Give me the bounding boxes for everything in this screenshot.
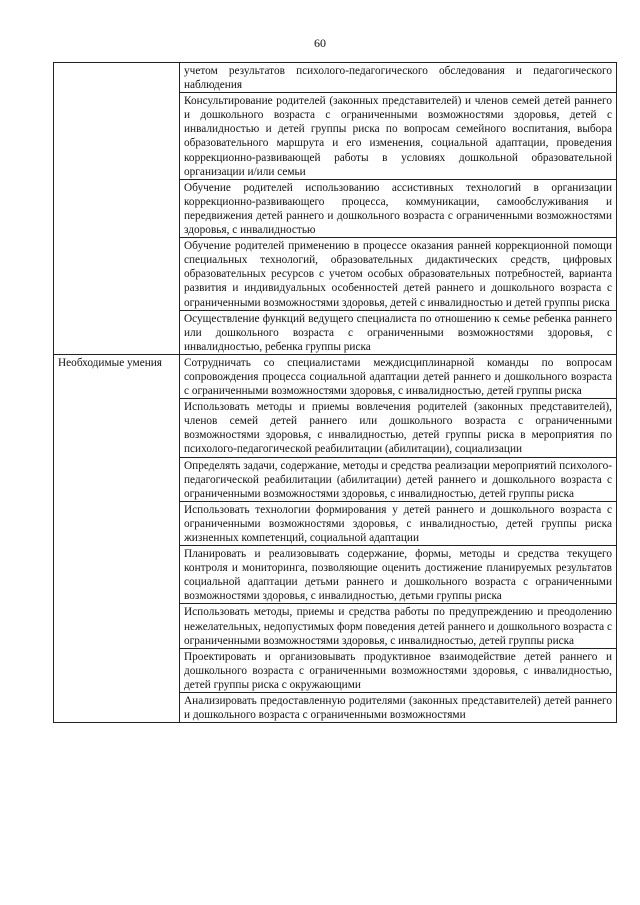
table-row xyxy=(54,354,617,398)
page-number: 60 xyxy=(314,36,326,50)
row-label-empty xyxy=(54,63,180,355)
table-cell: Использовать методы и приемы вовлечения родителей (законных представителей), членов семей детей раннего или дошкольного возраста с ограниченными возможностями здоровья, с инвалидностью, детей группы риска в мероприятия по психолого-педагогической реабилитации (абилитации), социализации xyxy=(180,399,617,457)
table-cell: Определять задачи, содержание, методы и средства реализации мероприятий психолого-педагогической реабилитации (абилитации) детей раннего и дошкольного возраста с ограниченными возможностями здоровья, с инвалидностью, детей группы риска xyxy=(180,457,617,501)
table-row xyxy=(54,63,617,93)
table-cell: Анализировать предоставленную родителями (законных представителей) детей раннего и дошкольного возраста с ограниченными возможностями xyxy=(180,693,617,723)
table-cell: Обучение родителей использованию ассистивных технологий в организации коррекционно-развивающего процесса, коммуникации, самообслуживания и передвижения детей раннего и дошкольного возраста с ограниченными возможностями здоровья, с инвалидностью xyxy=(180,179,617,237)
table-cell: Сотрудничать со специалистами междисциплинарной команды по вопросам сопровождения процесса социальной адаптации детей раннего и дошкольного возраста с ограниченными возможностями здоровья, с инвалидностью, детей группы риска xyxy=(180,354,617,398)
table-cell: Консультирование родителей (законных представителей) и членов семей детей раннего и дошкольного возраста с ограниченными возможностями здоровья, детей с инвалидностью и детей группы риска по вопросам семейного воспитания, выбора образовательного маршрута и его изменения, социальной адаптации, проведения коррекционно-развивающей работы в условиях дошкольной образовательной организации и/или семьи xyxy=(180,93,617,180)
table-cell: Осуществление функций ведущего специалиста по отношению к семье ребенка раннего или дошкольного возраста с ограниченными возможностями здоровья, с инвалидностью, ребенка группы риска xyxy=(180,310,617,354)
row-label-skills: Необходимые умения xyxy=(54,354,180,722)
table-cell: Использовать методы, приемы и средства работы по предупреждению и преодолению нежелательных, недопустимых форм поведения детей раннего и дошкольного возраста с ограниченными возможностями здоровья, с инвалидностью, детей группы риска xyxy=(180,604,617,648)
table-cell: учетом результатов психолого-педагогического обследования и педагогического наблюдения xyxy=(180,63,617,93)
table-cell: Проектировать и организовывать продуктивное взаимодействие детей раннего и дошкольного возраста с ограниченными возможностями здоровья, с инвалидностью, детей группы риска с окружающими xyxy=(180,648,617,692)
table-cell: Обучение родителей применению в процессе оказания ранней коррекционной помощи специальных технологий, образовательных дидактических средств, цифровых образовательных ресурсов с учетом особых образовательных потребностей, варианта развития и индивидуальных особенностей детей раннего и дошкольного возраста с ограниченными возможностями здоровья, детей с инвалидностью и детей группы риска xyxy=(180,238,617,310)
table-cell: Планировать и реализовывать содержание, формы, методы и средства текущего контроля и мониторинга, позволяющие оценить достижение планируемых результатов социальной адаптации детьми раннего и дошкольного возраста с ограниченными возможностями здоровья, с инвалидностью, детьми группы риска xyxy=(180,546,617,604)
table-cell: Использовать технологии формирования у детей раннего и дошкольного возраста с ограниченными возможностями здоровья, с инвалидностью, детей группы риска жизненных компетенций, социальной адаптации xyxy=(180,501,617,545)
requirements-table xyxy=(53,62,617,723)
